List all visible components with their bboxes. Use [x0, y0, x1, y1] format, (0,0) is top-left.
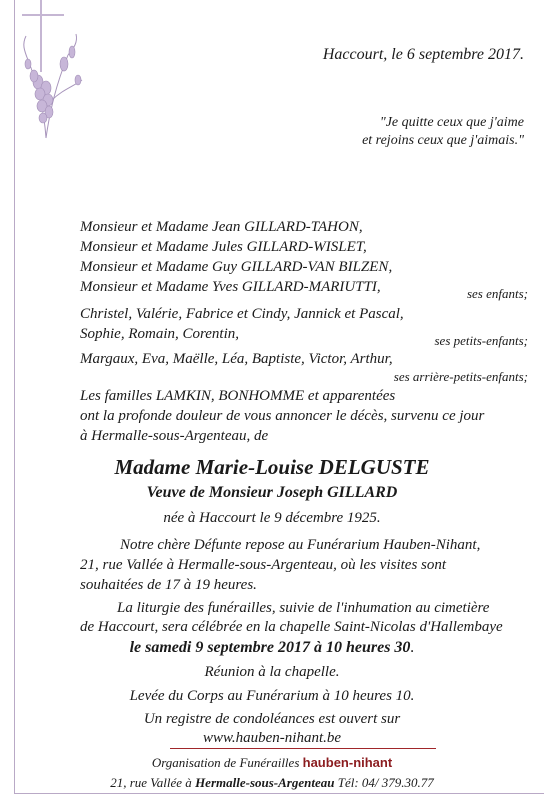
- announcement-line: ont la profonde douleur de vous annoncer le décès, survenu ce jour: [80, 408, 485, 424]
- quote: [362, 114, 524, 150]
- meeting-info: Réunion à la chapelle.: [204, 664, 340, 680]
- families-line: Les familles LAMKIN, BONHOMME et apparentées: [80, 388, 396, 404]
- grandchildren-label: ses petits-enfants;: [434, 333, 528, 348]
- birth-info: née à Haccourt le 9 décembre 1925.: [163, 510, 381, 526]
- great-grandchildren-line: Margaux, Eva, Maëlle, Léa, Baptiste, Victor, Arthur,: [80, 351, 393, 367]
- footer-phone: Tél: 04/ 379.30.77: [337, 775, 434, 790]
- child-line: Monsieur et Madame Jean GILLARD-TAHON,: [80, 219, 363, 235]
- registry-url[interactable]: www.hauben-nihant.be: [202, 730, 342, 746]
- ceremony-date-period: .: [410, 639, 415, 656]
- rest-line: 21, rue Vallée à Hermalle-sous-Argenteau, où les visites sont: [80, 557, 447, 573]
- children-label: ses enfants;: [466, 286, 528, 301]
- footer-address-prefix: 21, rue Vallée à: [110, 775, 192, 790]
- widow-of: Veuve de Monsieur Joseph GILLARD: [146, 484, 398, 501]
- child-line: Monsieur et Madame Yves GILLARD-MARIUTTI,: [80, 279, 381, 295]
- cross-icon-bar: [22, 14, 64, 16]
- footer-org-prefix: Organisation de Funérailles: [151, 755, 300, 770]
- child-line: Monsieur et Madame Jules GILLARD-WISLET,: [80, 239, 367, 255]
- lily-flower-icon: [16, 30, 86, 140]
- rest-line: Notre chère Défunte repose au Funérarium Hauben-Nihant,: [120, 537, 481, 553]
- child-line: Monsieur et Madame Guy GILLARD-VAN BILZEN,: [80, 259, 393, 275]
- footer-address: [0, 775, 544, 791]
- grandchildren-line: Sophie, Romain, Corentin,: [80, 326, 240, 342]
- deceased-name: Madame Marie-Louise DELGUSTE: [114, 455, 430, 479]
- footer-address-city: Hermalle-sous-Argenteau: [195, 775, 335, 790]
- announcement-line: à Hermalle-sous-Argenteau, de: [80, 428, 269, 444]
- date-line: Haccourt, le 6 septembre 2017.: [322, 46, 524, 63]
- rest-line: souhaitées de 17 à 19 heures.: [80, 577, 257, 593]
- ceremony-date: [0, 639, 544, 657]
- grandchildren-line: Christel, Valérie, Fabrice et Cindy, Jannick et Pascal,: [80, 306, 404, 322]
- brand-logo: hauben-nihant: [302, 755, 393, 770]
- quote-line-1: "Je quitte ceux que j'aime: [379, 115, 524, 130]
- registry-line: Un registre de condoléances est ouvert sur: [143, 711, 401, 727]
- levee-info: Levée du Corps au Funérarium à 10 heures 10.: [129, 688, 415, 704]
- ceremony-date-text: le samedi 9 septembre 2017 à 10 heures 30: [129, 639, 411, 656]
- liturgy-line: de Haccourt, sera célébrée en la chapelle Saint-Nicolas d'Hallembaye: [80, 619, 503, 635]
- liturgy-line: La liturgie des funérailles, suivie de l'inhumation au cimetière: [117, 600, 490, 616]
- great-grandchildren-label: ses arrière-petits-enfants;: [393, 369, 528, 384]
- footer-divider: [170, 748, 436, 749]
- footer-organisation: [0, 755, 544, 771]
- quote-line-2: et rejoins ceux que j'aimais.": [362, 133, 524, 148]
